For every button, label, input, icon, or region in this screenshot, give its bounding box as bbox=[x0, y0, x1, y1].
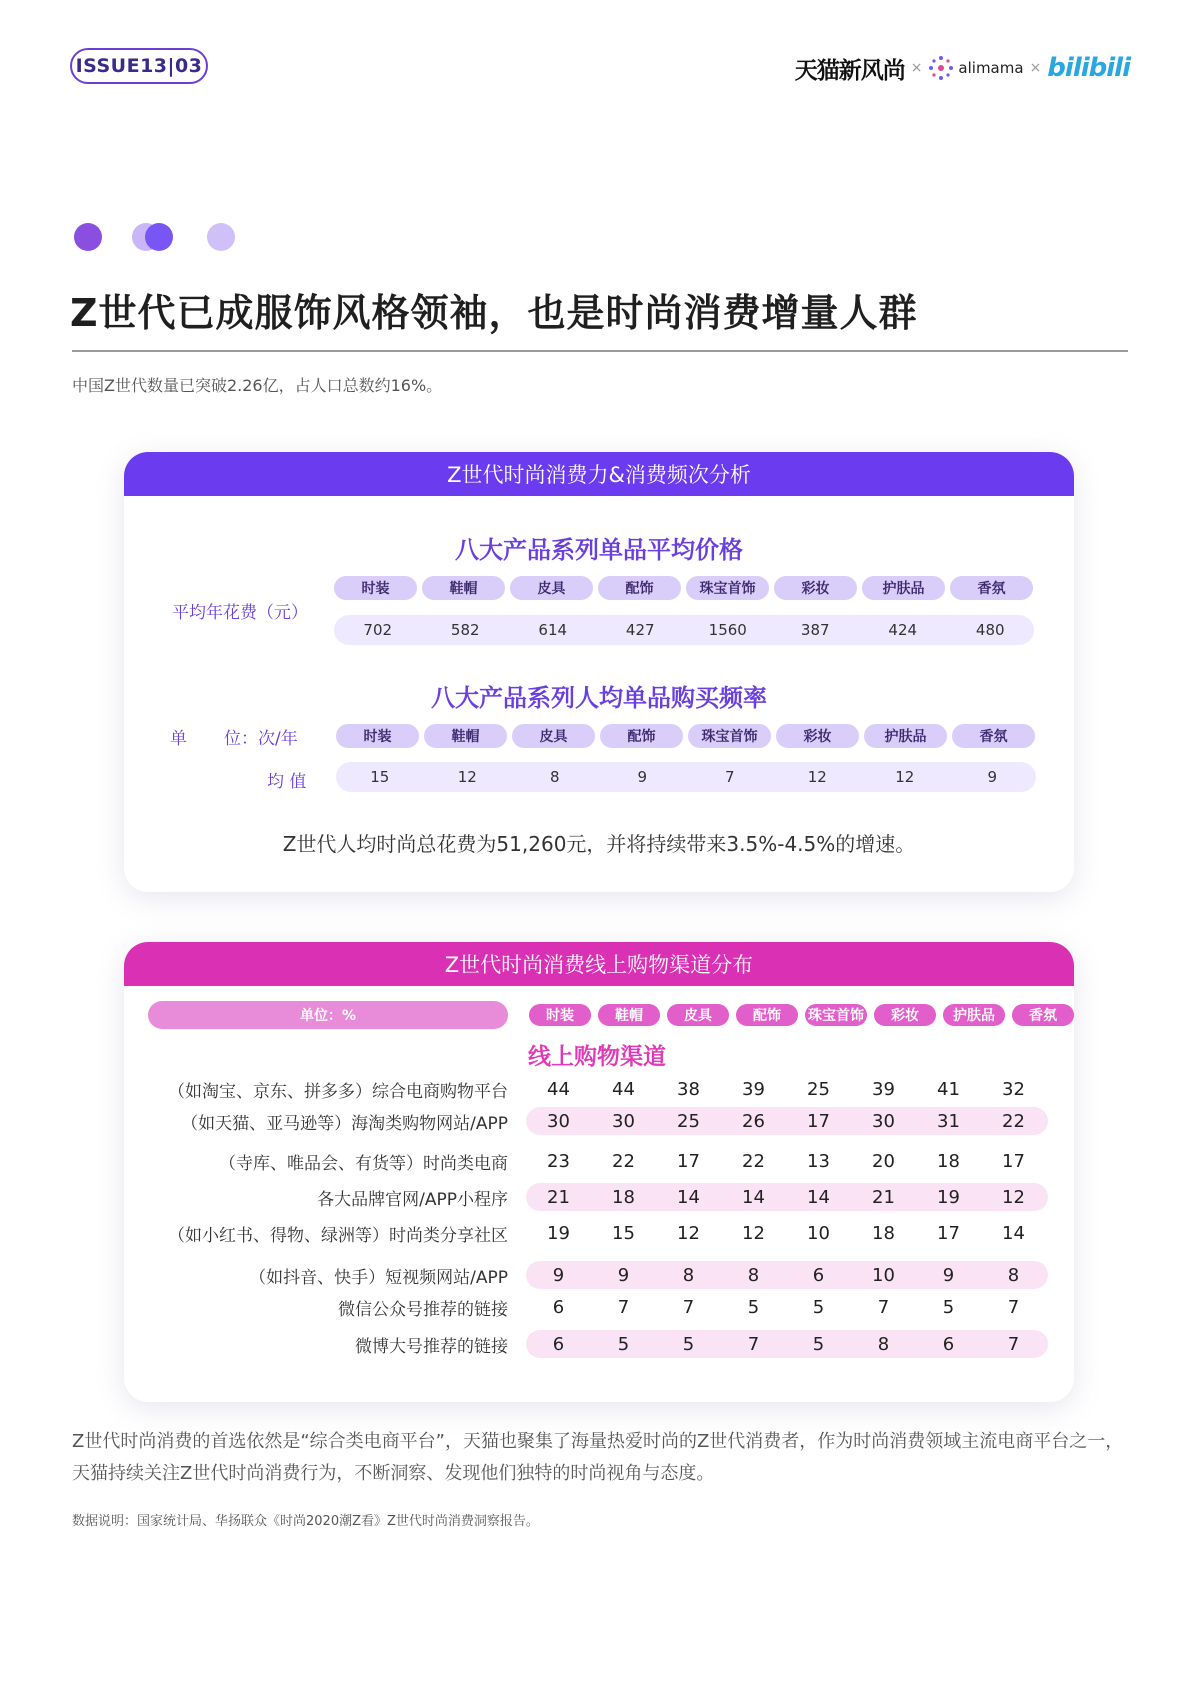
table-row bbox=[148, 1182, 1048, 1212]
price-values-bar bbox=[334, 615, 1034, 645]
cell-value: 41 bbox=[937, 1078, 960, 1100]
cell-value: 23 bbox=[547, 1150, 570, 1172]
freq-row-label: 均 值 bbox=[267, 772, 307, 792]
issue-badge: ISSUE13|03 bbox=[70, 48, 208, 84]
category-pill: 彩妆 bbox=[874, 1004, 936, 1026]
category-pill: 珠宝首饰 bbox=[688, 724, 771, 748]
alimama-burst-icon bbox=[928, 55, 954, 81]
price-value: 614 bbox=[538, 621, 568, 639]
cell-value: 14 bbox=[807, 1186, 830, 1208]
category-pill: 彩妆 bbox=[774, 576, 857, 600]
freq-value: 9 bbox=[987, 768, 998, 786]
spending-summary: Z世代人均时尚总花费为51,260元，并将持续带来3.5%-4.5%的增速。 bbox=[282, 832, 916, 856]
cell-value: 10 bbox=[807, 1222, 830, 1244]
cell-value: 15 bbox=[612, 1222, 635, 1244]
cell-value: 5 bbox=[682, 1333, 695, 1355]
cell-value: 7 bbox=[1007, 1296, 1020, 1318]
freq-section-title: 八大产品系列人均单品购买频率 bbox=[431, 684, 767, 712]
cell-value: 9 bbox=[552, 1264, 565, 1286]
cell-value: 18 bbox=[612, 1186, 635, 1208]
category-pill: 珠宝首饰 bbox=[686, 576, 769, 600]
row-values bbox=[526, 1075, 1048, 1103]
price-category-row bbox=[334, 576, 1038, 600]
category-pill: 配饰 bbox=[598, 576, 681, 600]
category-pill: 配饰 bbox=[736, 1004, 798, 1026]
freq-unit-a: 单 bbox=[170, 729, 187, 749]
cell-value: 17 bbox=[677, 1150, 700, 1172]
cell-value: 18 bbox=[872, 1222, 895, 1244]
cell-value: 12 bbox=[677, 1222, 700, 1244]
cell-value: 26 bbox=[742, 1110, 765, 1132]
page-subtitle: 中国Z世代数量已突破2.26亿，占人口总数约16%。 bbox=[72, 376, 443, 395]
cell-value: 14 bbox=[742, 1186, 765, 1208]
page-title: Z世代已成服饰风格领袖，也是时尚消费增量人群 bbox=[70, 291, 918, 335]
row-values bbox=[526, 1107, 1048, 1135]
freq-category-row bbox=[336, 724, 1040, 748]
category-pill: 时装 bbox=[529, 1004, 591, 1026]
category-pill: 时装 bbox=[334, 576, 417, 600]
cell-value: 6 bbox=[552, 1333, 565, 1355]
cell-value: 10 bbox=[872, 1264, 895, 1286]
cell-value: 44 bbox=[547, 1078, 570, 1100]
cell-value: 17 bbox=[1002, 1150, 1025, 1172]
cell-value: 9 bbox=[942, 1264, 955, 1286]
category-pill: 护肤品 bbox=[864, 724, 947, 748]
cell-value: 7 bbox=[617, 1296, 630, 1318]
cell-value: 7 bbox=[1007, 1333, 1020, 1355]
row-label: （如小红书、得物、绿洲等）时尚类分享社区 bbox=[168, 1225, 508, 1246]
alimama-text: alimama bbox=[958, 59, 1024, 77]
cell-value: 30 bbox=[547, 1110, 570, 1132]
price-section-title: 八大产品系列单品平均价格 bbox=[455, 536, 743, 564]
category-pill: 香氛 bbox=[950, 576, 1033, 600]
cell-value: 7 bbox=[877, 1296, 890, 1318]
cell-value: 8 bbox=[682, 1264, 695, 1286]
table-row bbox=[148, 1329, 1048, 1359]
cell-value: 17 bbox=[937, 1222, 960, 1244]
freq-value: 9 bbox=[637, 768, 648, 786]
table-row bbox=[148, 1146, 1048, 1176]
category-pill: 彩妆 bbox=[776, 724, 859, 748]
cell-value: 21 bbox=[872, 1186, 895, 1208]
freq-value: 12 bbox=[895, 768, 915, 786]
category-pill: 配饰 bbox=[600, 724, 683, 748]
row-label: 各大品牌官网/APP小程序 bbox=[317, 1189, 508, 1210]
cell-value: 25 bbox=[677, 1110, 700, 1132]
cell-value: 30 bbox=[612, 1110, 635, 1132]
cell-value: 6 bbox=[812, 1264, 825, 1286]
decor-dot-3 bbox=[207, 223, 235, 251]
table-row bbox=[148, 1074, 1048, 1104]
price-value: 702 bbox=[363, 621, 393, 639]
cell-value: 22 bbox=[1002, 1110, 1025, 1132]
cell-value: 21 bbox=[547, 1186, 570, 1208]
freq-values-bar bbox=[336, 762, 1036, 792]
freq-value: 12 bbox=[457, 768, 477, 786]
cell-value: 13 bbox=[807, 1150, 830, 1172]
category-pill: 皮具 bbox=[510, 576, 593, 600]
table-row bbox=[148, 1106, 1048, 1136]
cell-value: 6 bbox=[552, 1296, 565, 1318]
brand-separator: × bbox=[910, 60, 923, 76]
brand-separator: × bbox=[1029, 60, 1042, 76]
cell-value: 5 bbox=[747, 1296, 760, 1318]
cell-value: 7 bbox=[747, 1333, 760, 1355]
channel-category-row bbox=[529, 1004, 1081, 1026]
cell-value: 5 bbox=[812, 1333, 825, 1355]
decor-dot-1 bbox=[74, 223, 102, 251]
table-row bbox=[148, 1218, 1048, 1248]
row-values bbox=[526, 1261, 1048, 1289]
row-label: （如天猫、亚马逊等）海淘类购物网站/APP bbox=[181, 1113, 508, 1134]
price-value: 480 bbox=[975, 621, 1005, 639]
row-label: （如抖音、快手）短视频网站/APP bbox=[249, 1267, 508, 1288]
category-pill: 护肤品 bbox=[862, 576, 945, 600]
data-source-note: 数据说明：国家统计局、华扬联众《时尚2020潮Z看》Z世代时尚消费洞察报告。 bbox=[72, 1514, 539, 1529]
title-divider bbox=[72, 350, 1128, 352]
row-label: 微博大号推荐的链接 bbox=[355, 1336, 508, 1357]
channel-card-header: Z世代时尚消费线上购物渠道分布 bbox=[124, 942, 1074, 986]
cell-value: 44 bbox=[612, 1078, 635, 1100]
cell-value: 5 bbox=[942, 1296, 955, 1318]
cell-value: 14 bbox=[677, 1186, 700, 1208]
cell-value: 39 bbox=[742, 1078, 765, 1100]
category-pill: 鞋帽 bbox=[422, 576, 505, 600]
category-pill: 珠宝首饰 bbox=[805, 1004, 867, 1026]
body-paragraph: Z世代时尚消费的首选依然是“综合类电商平台”，天猫也聚集了海量热爱时尚的Z世代消费者，作为时尚消费领域主流电商平台之一，天猫持续关注Z世代时尚消费行为，不断洞察、发现他们独特的时尚视角与态度。 bbox=[72, 1431, 1124, 1484]
freq-value: 8 bbox=[549, 768, 560, 786]
category-pill: 护肤品 bbox=[943, 1004, 1005, 1026]
cell-value: 5 bbox=[812, 1296, 825, 1318]
alimama-logo bbox=[928, 55, 1023, 81]
freq-unit-b: 位：次/年 bbox=[224, 729, 298, 749]
cell-value: 18 bbox=[937, 1150, 960, 1172]
cell-value: 22 bbox=[612, 1150, 635, 1172]
cell-value: 30 bbox=[872, 1110, 895, 1132]
channel-section-title: 线上购物渠道 bbox=[528, 1044, 666, 1070]
price-value: 387 bbox=[800, 621, 830, 639]
price-value: 424 bbox=[888, 621, 918, 639]
price-row-label: 平均年花费（元） bbox=[172, 603, 308, 623]
cell-value: 32 bbox=[1002, 1078, 1025, 1100]
cell-value: 22 bbox=[742, 1150, 765, 1172]
cell-value: 9 bbox=[617, 1264, 630, 1286]
cell-value: 12 bbox=[742, 1222, 765, 1244]
category-pill: 香氛 bbox=[1012, 1004, 1074, 1026]
cell-value: 20 bbox=[872, 1150, 895, 1172]
freq-value: 7 bbox=[724, 768, 735, 786]
price-value: 427 bbox=[625, 621, 655, 639]
category-pill: 时装 bbox=[336, 724, 419, 748]
freq-value: 15 bbox=[370, 768, 390, 786]
cell-value: 39 bbox=[872, 1078, 895, 1100]
consumption-card-header: Z世代时尚消费力&消费频次分析 bbox=[124, 452, 1074, 496]
cell-value: 7 bbox=[682, 1296, 695, 1318]
cell-value: 14 bbox=[1002, 1222, 1025, 1244]
table-row bbox=[148, 1292, 1048, 1322]
unit-label-bar: 单位：% bbox=[148, 1001, 508, 1029]
table-row bbox=[148, 1260, 1048, 1290]
row-values bbox=[526, 1293, 1048, 1321]
row-label: （寺库、唯品会、有货等）时尚类电商 bbox=[219, 1153, 508, 1174]
category-pill: 皮具 bbox=[512, 724, 595, 748]
brand-logos bbox=[795, 50, 1130, 86]
decor-dot-2b bbox=[145, 223, 173, 251]
tmall-logo: 天猫新风尚 bbox=[794, 57, 905, 84]
cell-value: 17 bbox=[807, 1110, 830, 1132]
consumption-card bbox=[124, 452, 1074, 892]
row-label: （如淘宝、京东、拼多多）综合电商购物平台 bbox=[168, 1081, 508, 1102]
category-pill: 香氛 bbox=[952, 724, 1035, 748]
price-value: 582 bbox=[450, 621, 480, 639]
cell-value: 31 bbox=[937, 1110, 960, 1132]
cell-value: 8 bbox=[1007, 1264, 1020, 1286]
cell-value: 19 bbox=[937, 1186, 960, 1208]
row-values bbox=[526, 1330, 1048, 1358]
category-pill: 鞋帽 bbox=[598, 1004, 660, 1026]
category-pill: 鞋帽 bbox=[424, 724, 507, 748]
cell-value: 8 bbox=[877, 1333, 890, 1355]
row-label: 微信公众号推荐的链接 bbox=[338, 1299, 508, 1320]
freq-value: 12 bbox=[807, 768, 827, 786]
cell-value: 38 bbox=[677, 1078, 700, 1100]
row-values bbox=[526, 1219, 1048, 1247]
cell-value: 25 bbox=[807, 1078, 830, 1100]
row-values bbox=[526, 1183, 1048, 1211]
cell-value: 8 bbox=[747, 1264, 760, 1286]
bilibili-logo: bilibili bbox=[1047, 53, 1130, 83]
row-values bbox=[526, 1147, 1048, 1175]
price-value: 1560 bbox=[708, 621, 747, 639]
cell-value: 5 bbox=[617, 1333, 630, 1355]
cell-value: 12 bbox=[1002, 1186, 1025, 1208]
cell-value: 19 bbox=[547, 1222, 570, 1244]
cell-value: 6 bbox=[942, 1333, 955, 1355]
category-pill: 皮具 bbox=[667, 1004, 729, 1026]
